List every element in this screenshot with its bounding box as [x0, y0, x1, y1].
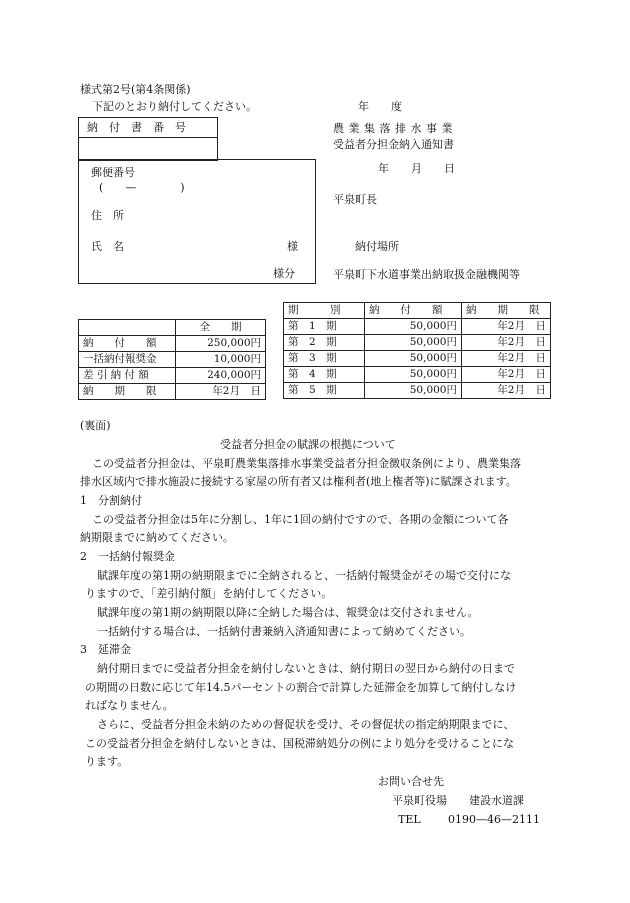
body-line: 納付期日までに受益者分担金を納付しないときは、納付期日の翌日から納付の日まで [97, 662, 515, 675]
back-label: (裏面) [80, 419, 111, 432]
section-heading: 2 一括納付報奨金 [80, 550, 175, 563]
tel-label: TEL [398, 813, 421, 826]
date-label: 年 月 日 [378, 162, 455, 175]
table-row [79, 336, 266, 352]
table-row [284, 383, 551, 399]
payment-place: 平泉町下水道事業出納取扱金融機関等 [333, 268, 520, 281]
amount-cell: 50,000円 [365, 367, 462, 383]
table-row [284, 335, 551, 351]
col-header-period: 期 別 [284, 303, 365, 319]
year-label: 年 度 [358, 100, 402, 113]
installments-table [283, 302, 551, 399]
amount-cell: 50,000円 [365, 319, 462, 335]
summary-value: 240,000円 [176, 368, 266, 384]
table-row [284, 319, 551, 335]
name-label: 氏 名 [91, 240, 124, 253]
body-line: この受益者分担金は5年に分割し、1年に1回の納付ですので、各期の金額について各 [92, 513, 509, 526]
summary-value: 年2月 日 [176, 384, 266, 400]
due-cell: 年2月 日 [462, 367, 551, 383]
body-line: ればなりません。 [85, 699, 174, 712]
col-header-due: 納 期 限 [462, 303, 551, 319]
summary-value: 250,000円 [176, 336, 266, 352]
amount-cell: 50,000円 [365, 351, 462, 367]
body-line: りますので、「差引納付額」を納付してください。 [85, 587, 333, 600]
period-cell: 第 4 期 [284, 367, 365, 383]
notice-title-line2: 受益者分担金納入通知書 [333, 138, 454, 151]
table-row [79, 352, 266, 368]
form-label: 様式第2号(第4条関係) [80, 83, 191, 96]
body-line: この受益者分担金を納付しないときは、国税滞納処分の例により処分を受けることにな [85, 737, 514, 750]
table-row [284, 367, 551, 383]
due-cell: 年2月 日 [462, 335, 551, 351]
share-label: 様分 [273, 267, 295, 280]
amount-cell: 50,000円 [365, 335, 462, 351]
due-cell: 年2月 日 [462, 351, 551, 367]
address-label: 住 所 [91, 209, 124, 222]
period-cell: 第 2 期 [284, 335, 365, 351]
section-heading: 1 分割納付 [80, 494, 142, 507]
summary-label: 一括納付報奨金 [79, 352, 176, 368]
body-line: 一括納付する場合は、一括納付書兼納入済通知書によって納めてください。 [97, 625, 471, 638]
col-header-amount: 納 付 額 [365, 303, 462, 319]
summary-header: 全 期 [176, 320, 266, 336]
contact-label: お問い合せ先 [378, 775, 444, 788]
body-line: 排水区域内で排水施設に接続する家屋の所有者又は権利者(地上権者等)に賦課されます。 [80, 475, 517, 488]
amount-cell: 50,000円 [365, 383, 462, 399]
period-cell: 第 3 期 [284, 351, 365, 367]
summary-label: 納 期 限 [79, 384, 176, 400]
table-row [79, 368, 266, 384]
tel-number: 0190—46—2111 [448, 813, 540, 826]
address-box [78, 159, 316, 284]
summary-label: 納 付 額 [79, 336, 176, 352]
body-line: 賦課年度の第1期の納期限以降に全納した場合は、報奨金は交付されません。 [97, 606, 479, 619]
body-line: この受益者分担金は、平泉町農業集落排水事業受益者分担金徴収条例により、農業集落 [92, 457, 521, 470]
section-heading: 3 延滞金 [80, 643, 131, 656]
body-line: 納期限までに納めてください。 [80, 531, 234, 544]
body-line: の期間の日数に応じて年14.5パーセントの割合で計算した延滞金を加算して納付しなけ [85, 681, 517, 694]
body-line: ります。 [85, 755, 129, 768]
body-line: 賦課年度の第1期の納期限までに全納されると、一括納付報奨金がその場で交付にな [97, 569, 511, 582]
table-row [79, 384, 266, 400]
summary-value: 10,000円 [176, 352, 266, 368]
issuer-name: 平泉町長 [333, 193, 377, 206]
due-cell: 年2月 日 [462, 383, 551, 399]
period-cell: 第 1 期 [284, 319, 365, 335]
postal-label: 郵便番号 [91, 166, 135, 179]
back-title: 受益者分担金の賦課の根拠について [220, 438, 396, 451]
table-row [284, 351, 551, 367]
contact-office: 平泉町役場 建設水道課 [392, 794, 524, 807]
invoice-number-box [78, 117, 218, 161]
postal-format: ( — ) [99, 181, 185, 194]
summary-label: 差 引 納 付 額 [79, 368, 176, 384]
notice-title-line1: 農 業 集 落 排 水 事 業 [333, 122, 453, 135]
period-cell: 第 5 期 [284, 383, 365, 399]
intro-text: 下記のとおり納付してください。 [92, 100, 257, 113]
payment-place-label: 納付場所 [355, 240, 399, 253]
invoice-number-label: 納 付 書 番 号 [87, 121, 186, 134]
body-line: さらに、受益者分担金未納のための督促状を受け、その督促状の指定納期限までに、 [97, 718, 515, 731]
honorific: 様 [287, 240, 298, 253]
due-cell: 年2月 日 [462, 319, 551, 335]
summary-table [78, 319, 266, 400]
